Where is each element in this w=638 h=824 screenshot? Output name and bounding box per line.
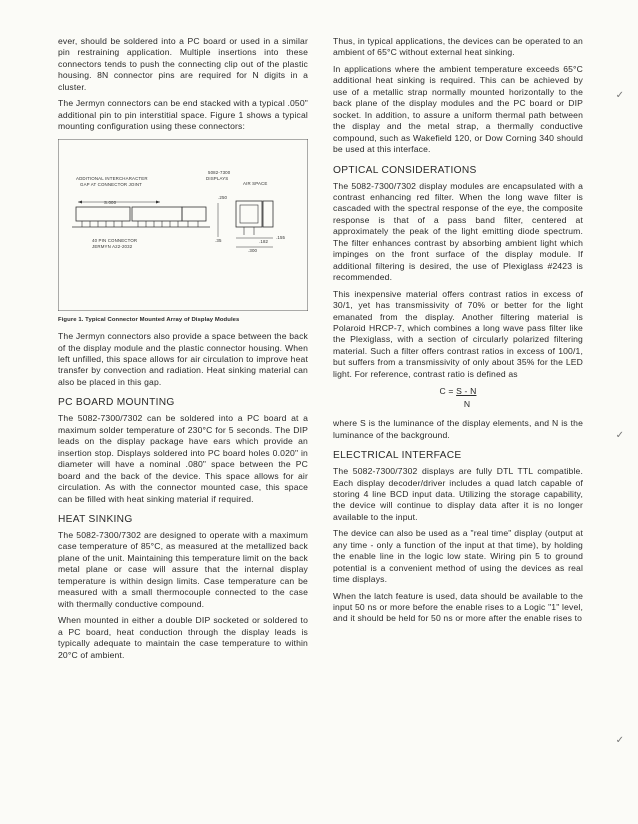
paragraph: The Jermyn connectors can be end stacked with a typical .050" additional pin to pin interstitial space. Figure 1 shows a typical mounting configuration using these connectors: bbox=[58, 98, 308, 132]
paragraph: where S is the luminance of the display elements, and N is the luminance of the background. bbox=[333, 418, 583, 440]
label-air: AIR SPACE bbox=[243, 180, 268, 186]
formula-numerator: S - N bbox=[456, 386, 477, 397]
label-300: .300 bbox=[248, 247, 258, 253]
paragraph: When the latch feature is used, data should be available to the input 50 ns or more before the enable rises to a Logic "1" level, and it should be held for 50 ns or more after the enable rises to bbox=[333, 590, 583, 624]
paragraph: The device can also be used as a "real time" display (output at any time - only a function of the input at that time), by holding the enable line in the logic low state. Wiring pin 5 to ground potential is a convenient method of using the devices as real time displays. bbox=[333, 528, 583, 585]
check-mark-icon: ✓ bbox=[615, 90, 624, 101]
label-182: .182 bbox=[259, 238, 269, 244]
paragraph: This inexpensive material offers contrast ratios in excess of 30/1, yet has transmissivity of 70% or better for the light emanated from the display. Another filtering material is Polaroid HRCP-7, which combines a long wave pass filter like the Plexiglass, with a section of circularly polarized filtering material. Such a filter offers contrast ratios in excess of 100/1, but suffers from a transmissivity of only about 35% for the LED light. For reference, contrast ratio is defined as bbox=[333, 288, 583, 379]
paragraph: The 5082-7300/7302 are designed to operate with a maximum case temperature of 85°C, as measured at the metallized back plane of the unit. Maintaining this temperature limit on the back metal plane or case will assure that the internal display temperature is within design limits. Case temperature can be measured with a small thermocouple connected to the case with thermally conductive compound. bbox=[58, 529, 308, 609]
connector-diagram bbox=[58, 139, 308, 311]
section-heading: PC BOARD MOUNTING bbox=[58, 397, 175, 409]
label-250: .250 bbox=[218, 194, 228, 200]
section-heading: ELECTRICAL INTERFACE bbox=[333, 450, 462, 462]
paragraph: The 5082-7300/7302 display modules are encapsulated with a contrast enhancing red filter. When the long wave filter is cascaded with the spectral response of the eye, the composite response is that of a pass band filter, centered at approximately the peak of the light emitting diode spectrum. The filter enhances contrast by absorbing ambient light which impinges on the front surface of the display module. If additional filtering is desired, the use of Plexiglass #2423 is recommended. bbox=[333, 180, 583, 283]
figure-1 bbox=[58, 139, 308, 313]
formula-denominator: N bbox=[463, 398, 471, 409]
right-column bbox=[333, 36, 583, 630]
paragraph: Thus, in typical applications, the devices can be operated to an ambient of 65°C without external heat sinking. bbox=[333, 36, 583, 58]
section-heading: HEAT SINKING bbox=[58, 513, 133, 525]
contrast-formula bbox=[333, 386, 583, 410]
paragraph: In applications where the ambient temperature exceeds 65°C additional heat sinking is required. This can be achieved by use of a metallic strap normally mounted horizontally to the back plane of the display modules and the PC board or DIP socket. In addition, to assure a uniform thermal path between the display and the metal strap, a thermally conductive compound, such as Wakefield 120, or Dow Corning 340 should be used at this interface. bbox=[333, 63, 583, 155]
label-35: .35 bbox=[215, 237, 222, 243]
figure-caption: Figure 1. Typical Connector Mounted Array of Display Modules bbox=[58, 316, 240, 323]
label-155: .155 bbox=[276, 234, 286, 240]
paragraph: The 5082-7300/7302 can be soldered into a PC board at a maximum solder temperature of 230°C for 5 seconds. The DIP leads on the display package have ears which provide an insertion stop. Displays soldered into PC board holes 0.020" in diameter will have a nominal .080" space between the PC board and the back of the device. This space allows for air circulation. As with the connector mounted case, this space can be filled with heat sinking material if required. bbox=[58, 413, 308, 504]
label-part: 5082-7300 DISPLAYS bbox=[206, 169, 231, 181]
formula-lhs: C = bbox=[439, 386, 454, 397]
check-mark-icon: ✓ bbox=[615, 735, 624, 746]
paragraph: The 5082-7300/7302 displays are fully DTL TTL compatible. Each display decoder/driver includes a quad latch capable of storing 4 line BCD input data. Utilizing the storage capability, the device will continue to display data after it is no longer available to the input. bbox=[333, 466, 583, 522]
paragraph: When mounted in either a double DIP socketed or soldered to a PC board, heat conduction through the display leads is typically adequate to maintain the case temperature to within 20°C of ambient. bbox=[58, 615, 308, 660]
section-heading: OPTICAL CONSIDERATIONS bbox=[333, 164, 477, 176]
check-mark-icon: ✓ bbox=[615, 430, 624, 441]
label-pitch: S.000 bbox=[104, 199, 117, 205]
paragraph: The Jermyn connectors also provide a space between the back of the display module and the plastic connector housing. When left unfilled, this space allows for air circulation to improve heat transfer by convection and radiation. Heat sinking material can also be placed in this gap. bbox=[58, 331, 308, 387]
left-column bbox=[58, 36, 308, 666]
label-gap: ADDITIONAL INTERCHARACTER GAP AT CONNECTOR JOINT bbox=[76, 175, 148, 187]
label-connector: 40 PIN CONNECTOR JERMYN A22-2032 bbox=[92, 237, 138, 249]
paragraph: ever, should be soldered into a PC board or used in a similar pin restraining application. Multiple insertions into these connectors tends to push the connecting clip out of the plastic housing. 8N connector pins are required for N digits in a cluster. bbox=[58, 36, 308, 92]
